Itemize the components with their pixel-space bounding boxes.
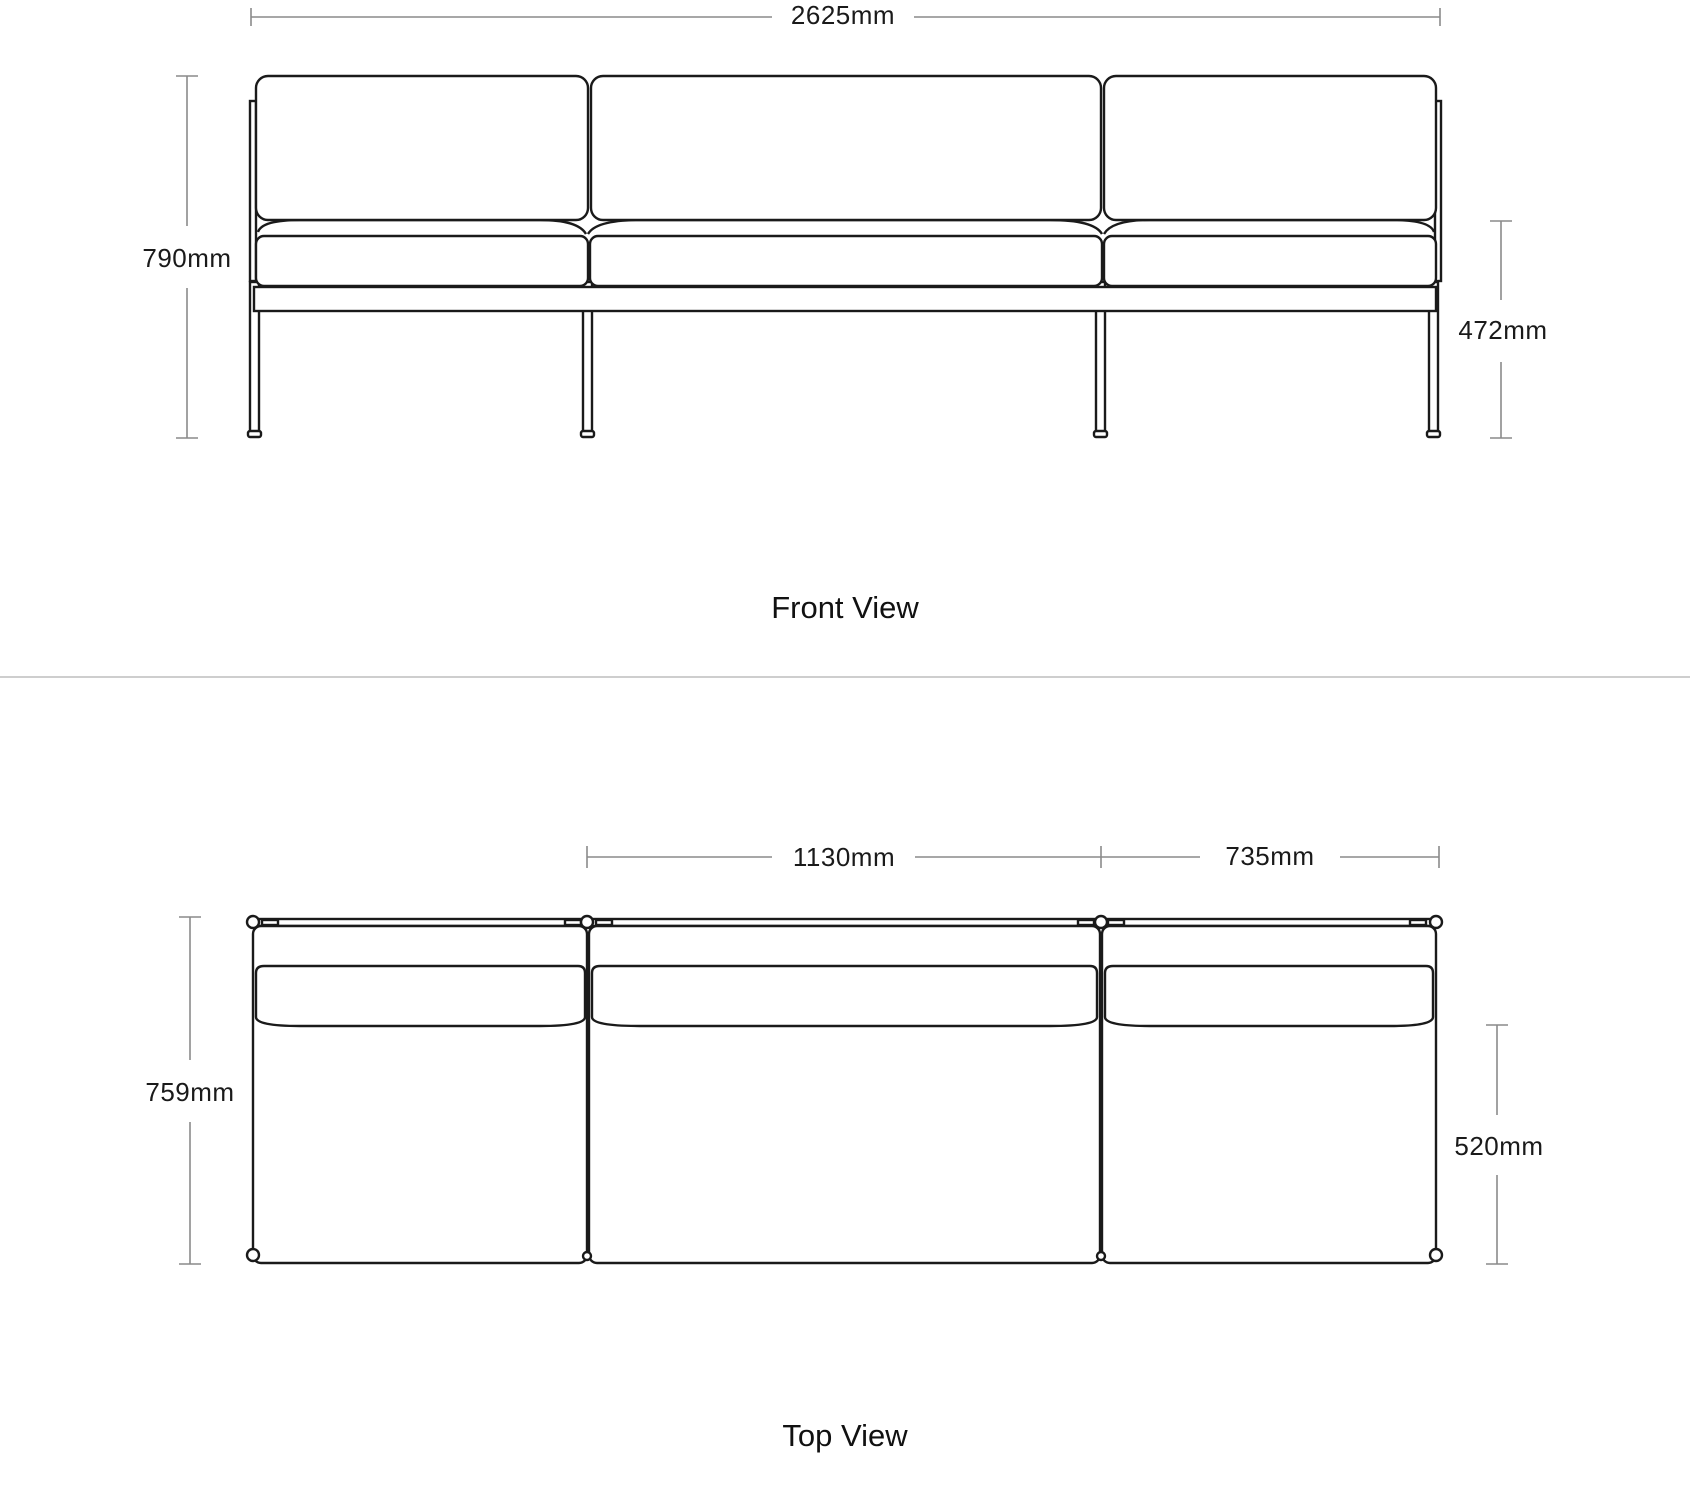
rail-plate-6 bbox=[1410, 920, 1426, 925]
seat-module-right bbox=[1102, 926, 1436, 1263]
back-cushion-middle bbox=[591, 76, 1101, 220]
seat-depth-label: 520mm bbox=[1454, 1131, 1544, 1161]
top-view bbox=[145, 841, 1543, 1453]
front-view-title: Front View bbox=[771, 590, 919, 625]
dimension-seat-height bbox=[1458, 221, 1547, 438]
back-cushion-right bbox=[1104, 76, 1436, 220]
sofa-front-drawing bbox=[248, 76, 1441, 437]
back-cushion-left bbox=[256, 76, 588, 220]
rail-plate-1 bbox=[262, 920, 278, 925]
dimension-seat-depth bbox=[1454, 1025, 1543, 1264]
dimension-middle-width bbox=[587, 842, 1101, 872]
seat-cushion-right bbox=[1104, 236, 1436, 286]
seat-cushion-left bbox=[256, 236, 588, 286]
seat-module-middle bbox=[589, 926, 1100, 1263]
rail-plate-5 bbox=[1108, 920, 1124, 925]
joint-back-3 bbox=[1095, 916, 1107, 928]
foot-1 bbox=[248, 431, 261, 437]
dimension-side-width bbox=[1101, 841, 1439, 871]
overall-depth-label: 759mm bbox=[145, 1077, 235, 1107]
base-rail bbox=[254, 287, 1436, 311]
seat-top-curve-left bbox=[258, 220, 586, 234]
seat-height-label: 472mm bbox=[1458, 315, 1548, 345]
joint-back-2 bbox=[581, 916, 593, 928]
middle-width-label: 1130mm bbox=[792, 842, 896, 872]
joint-front-3 bbox=[1097, 1252, 1105, 1260]
joint-front-2 bbox=[583, 1252, 591, 1260]
top-view-title: Top View bbox=[782, 1418, 908, 1453]
dimension-overall-width bbox=[251, 0, 1440, 30]
rail-plate-2 bbox=[565, 920, 581, 925]
foot-3 bbox=[1094, 431, 1107, 437]
rail-plate-4 bbox=[1078, 920, 1094, 925]
seat-top-curve-middle bbox=[588, 220, 1102, 234]
dimension-overall-depth bbox=[145, 917, 234, 1264]
rail-plate-3 bbox=[596, 920, 612, 925]
joint-front-4 bbox=[1430, 1249, 1442, 1261]
overall-width-label: 2625mm bbox=[790, 0, 896, 30]
dimension-overall-height bbox=[142, 76, 231, 438]
joint-front-1 bbox=[247, 1249, 259, 1261]
side-width-label: 735mm bbox=[1225, 841, 1315, 871]
overall-height-label: 790mm bbox=[142, 243, 232, 273]
foot-2 bbox=[581, 431, 594, 437]
seat-top-curve-right bbox=[1104, 220, 1434, 234]
joint-back-1 bbox=[247, 916, 259, 928]
foot-4 bbox=[1427, 431, 1440, 437]
seat-cushion-middle bbox=[590, 236, 1102, 286]
front-view bbox=[142, 0, 1547, 625]
sofa-top-drawing bbox=[247, 916, 1442, 1263]
joint-back-4 bbox=[1430, 916, 1442, 928]
seat-module-left bbox=[253, 926, 587, 1263]
